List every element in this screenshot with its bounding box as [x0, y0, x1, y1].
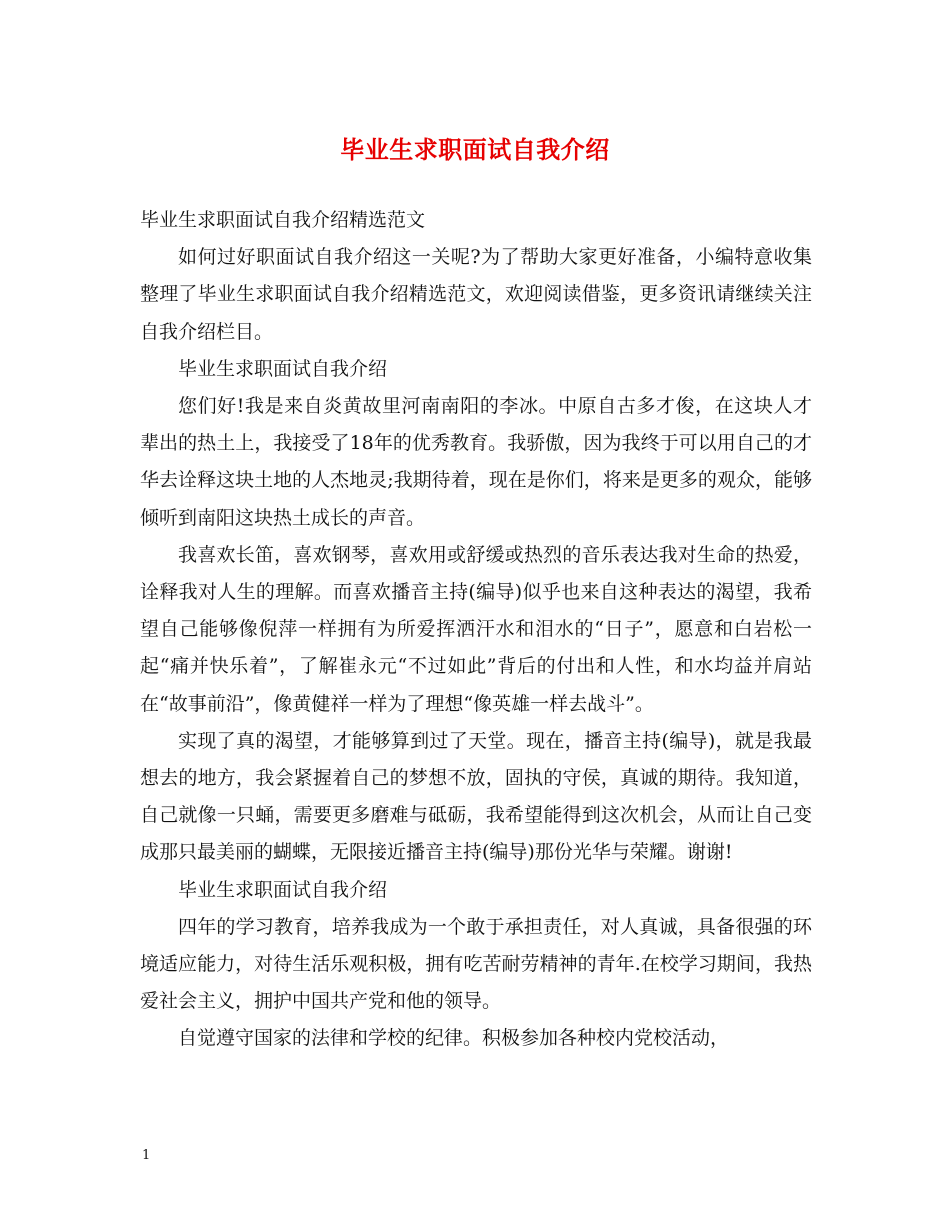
subtitle-paragraph: 毕业生求职面试自我介绍精选范文	[140, 209, 426, 231]
section-heading: 毕业生求职面试自我介绍	[178, 878, 388, 901]
body-paragraph: 实现了真的渴望，才能够算到过了天堂。现在，播音主持(编导)，就是我最想去的地方，我会紧握着自己的梦想不放，固执的守侯，真诚的期待。我知道，自己就像一只蛹，需要更多磨难与砥砺，我希望能得到这次机会，从而让自己变成那只最美丽的蝴蝶，无限接近播音主持(编导)那份光华与荣耀。谢谢!	[140, 729, 812, 864]
body-paragraph: 四年的学习教育，培养我成为一个敢于承担责任，对人真诚，具备很强的环境适应能力，对待生活乐观积极，拥有吃苦耐劳精神的青年.在校学习期间，我热爱社会主义，拥护中国共产党和他的领导。	[140, 915, 812, 1013]
document-body	[140, 202, 812, 1058]
intro-paragraph: 如何过好职面试自我介绍这一关呢?为了帮助大家更好准备，小编特意收集整理了毕业生求职面试自我介绍精选范文，欢迎阅读借鉴，更多资讯请继续关注自我介绍栏目。	[140, 246, 812, 343]
section-heading: 毕业生求职面试自我介绍	[178, 357, 388, 380]
document-title: 毕业生求职面试自我介绍	[340, 136, 610, 164]
page-number: 1	[142, 1148, 151, 1163]
body-paragraph: 自觉遵守国家的法律和学校的纪律。积极参加各种校内党校活动，	[178, 1027, 730, 1050]
body-paragraph: 我喜欢长笛，喜欢钢琴，喜欢用或舒缓或热烈的音乐表达我对生命的热爱，诠释我对人生的理解。而喜欢播音主持(编导)似乎也来自这种表达的渴望，我希望自己能够像倪萍一样拥有为所爱挥洒汗水和泪水的“日子”，愿意和白岩松一起“痛并快乐着”，了解崔永元“不过如此”背后的付出和人性，和水均益并肩站在“故事前沿”，像黄健祥一样为了理想“像英雄一样去战斗”。	[140, 543, 812, 715]
body-paragraph: 您们好!我是来自炎黄故里河南南阳的李冰。中原自古多才俊，在这块人才辈出的热土上，我接受了18年的优秀教育。我骄傲，因为我终于可以用自己的才华去诠释这块土地的人杰地灵;我期待着，现在是你们，将来是更多的观众，能够倾听到南阳这块热土成长的声音。	[140, 395, 812, 529]
